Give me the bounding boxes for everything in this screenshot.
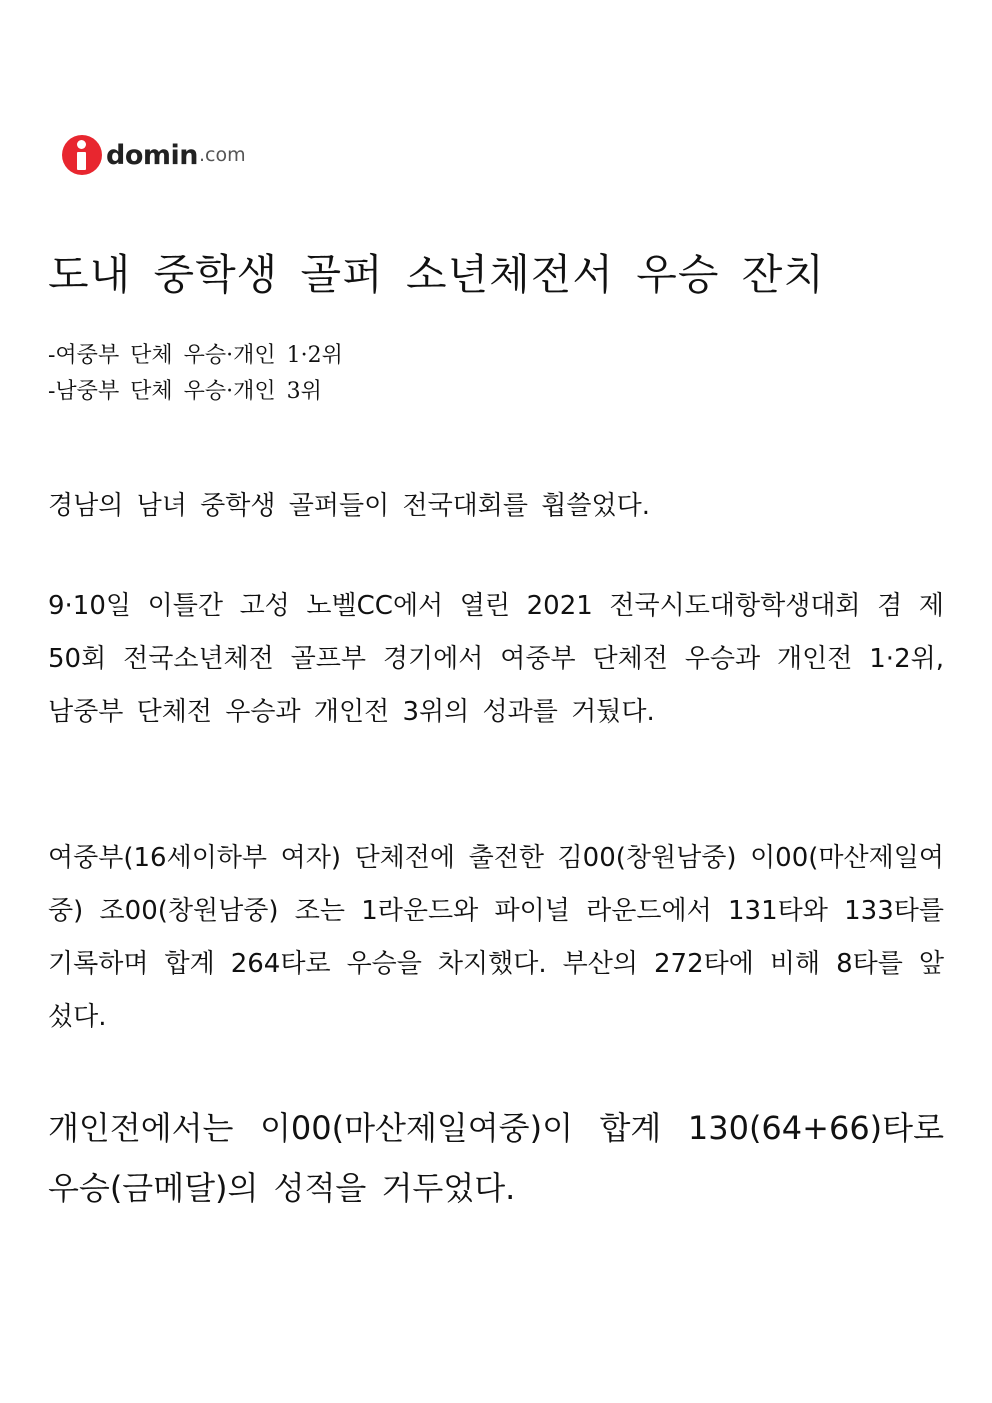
article-paragraph: 경남의 남녀 중학생 골퍼들이 전국대회를 휩쓸었다.	[48, 491, 651, 521]
site-logo[interactable]	[62, 134, 246, 176]
article-paragraph-emphasis: 개인전에서는 이00(마산제일여중)이 합계 130(64+66)타로 우승(금메달)의 성적을 거두었다.	[48, 1109, 944, 1207]
article-paragraph: 여중부(16세이하부 여자) 단체전에 출전한 김00(창원남중) 이00(마산제일여중) 조00(창원남중) 조는 1라운드와 파이널 라운드에서 131타와 133타를 기록하며 합계 264타로 우승을 차지했다. 부산의 272타에 비해 8타를 앞섰다.	[48, 843, 944, 1032]
subhead-line: -여중부 단체 우승·개인 1·2위	[48, 343, 343, 368]
logo-domain-suffix: .com	[199, 143, 246, 166]
article-headline: 도내 중학생 골퍼 소년체전서 우승 잔치	[48, 250, 825, 299]
article-subheads	[48, 338, 343, 410]
logo-brand-text: domin	[106, 139, 198, 171]
article-paragraph: 9·10일 이틀간 고성 노벨CC에서 열린 2021 전국시도대항학생대회 겸 제50회 전국소년체전 골프부 경기에서 여중부 단체전 우승과 개인전 1·2위, 남중부 단체전 우승과 개인전 3위의 성과를 거뒀다.	[48, 591, 944, 727]
subhead-line: -남중부 단체 우승·개인 3위	[48, 379, 322, 404]
idomin-i-icon	[62, 135, 102, 175]
